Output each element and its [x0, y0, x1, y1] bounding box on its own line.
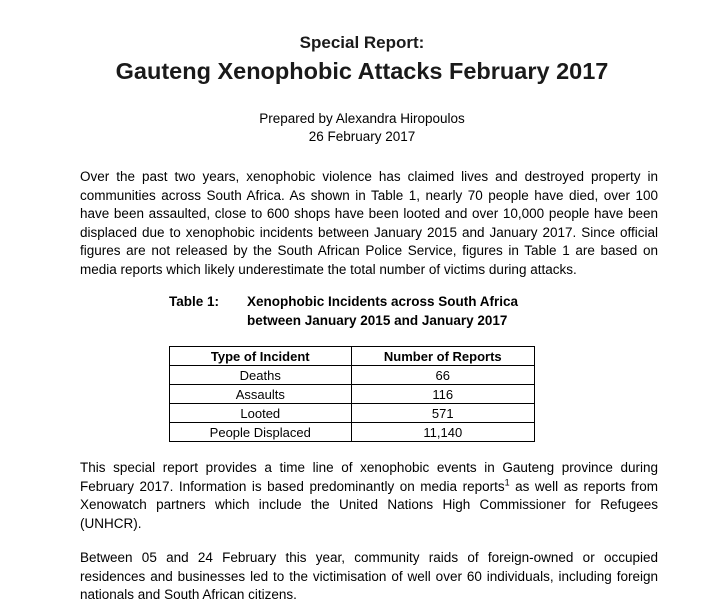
column-header-count: Number of Reports — [351, 347, 534, 366]
footnote-marker[interactable]: 1 — [504, 477, 510, 487]
author-line: Prepared by Alexandra Hiropoulos — [259, 111, 465, 126]
report-count-cell: 116 — [351, 385, 534, 404]
incident-type-cell: People Displaced — [170, 423, 352, 442]
column-header-type: Type of Incident — [170, 347, 352, 366]
report-kicker: Special Report: — [299, 33, 425, 52]
incident-type-cell: Assaults — [170, 385, 352, 404]
table-caption-number: Table 1: — [169, 294, 220, 309]
report-title: Gauteng Xenophobic Attacks February 2017 — [115, 58, 609, 84]
scope-paragraph-text-a: This special report provides a time line of xenophobic events in Gauteng province during February 2017. Information is based predominantly on media reports — [80, 460, 658, 494]
intro-paragraph: Over the past two years, xenophobic violence has claimed lives and destroyed property in communities across South Africa. As shown in Table 1, nearly 70 people have died, over 100 have been assaulted, close to 600 shops have been looted and over 10,000 people have been displaced due to xenophobic incidents between January 2015 and January 2017. Since official figures are not released by the South African Police Service, figures in Table 1 are based on media reports which likely underestimate the total number of victims during attacks. — [80, 169, 658, 277]
table-row — [170, 423, 535, 442]
scope-paragraph-text-b: as well as reports from Xenowatch partners which include the United Nations High Commissioner for Refugees (UNHCR). — [80, 478, 658, 531]
table-caption-line-1: Xenophobic Incidents across South Africa — [247, 294, 519, 309]
scope-paragraph — [80, 459, 658, 533]
table-row — [170, 404, 535, 423]
incident-type-cell: Deaths — [170, 366, 352, 385]
table-header-row — [170, 347, 535, 366]
byline — [0, 110, 724, 146]
table-caption-line-2: between January 2015 and January 2017 — [247, 312, 508, 328]
report-count-cell: 11,140 — [351, 423, 534, 442]
summary-paragraph: Between 05 and 24 February this year, community raids of foreign-owned or occupied residences and businesses led to the victimisation of well over 60 individuals, including foreign nationals and South African citizens. — [80, 550, 658, 602]
report-count-cell: 66 — [351, 366, 534, 385]
date-line: 26 February 2017 — [308, 129, 416, 144]
table-row — [170, 385, 535, 404]
report-count-cell: 571 — [351, 404, 534, 423]
incident-type-cell: Looted — [170, 404, 352, 423]
table-caption-description — [247, 293, 567, 330]
table-row — [170, 366, 535, 385]
incidents-table — [169, 346, 535, 442]
